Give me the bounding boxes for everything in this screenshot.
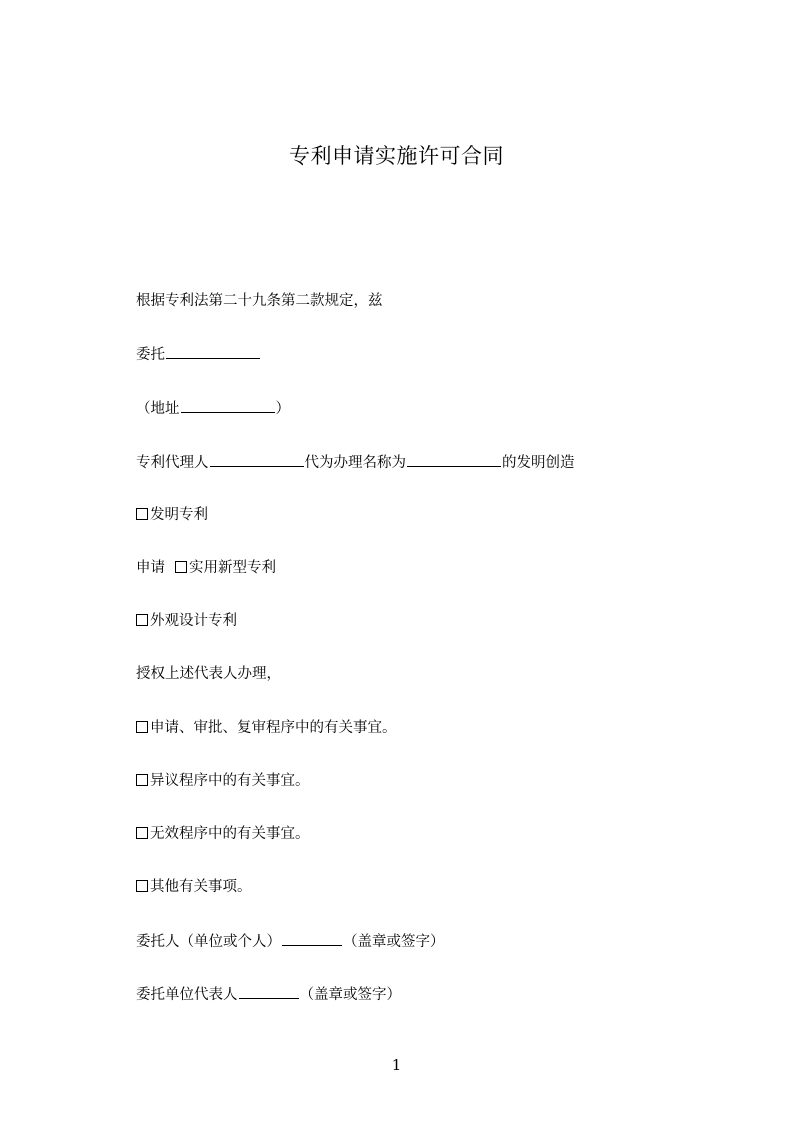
option-utility-model — [136, 558, 276, 578]
option-invention-patent — [136, 505, 208, 525]
invention-name-blank[interactable] — [407, 452, 501, 467]
principal-label: 委托 — [136, 347, 165, 363]
address-close: ） — [275, 401, 290, 417]
agent-handle-label: 代为办理名称为 — [304, 455, 406, 471]
matter-invalidation — [136, 824, 310, 844]
matter-application-label: 申请、审批、复审程序中的有关事宜。 — [150, 720, 397, 736]
principal-signature-blank[interactable] — [282, 931, 342, 946]
intro-text: 根据专利法第二十九条第二款规定，兹 — [136, 293, 383, 309]
option-design-patent — [136, 611, 237, 631]
agent-name-blank[interactable] — [210, 452, 304, 467]
principal-blank[interactable] — [166, 344, 260, 359]
option-invention-label: 发明专利 — [150, 507, 208, 523]
principal-signature-label: 委托人（单位或个人） — [136, 934, 281, 950]
authorize-text: 授权上述代表人办理， — [136, 666, 281, 682]
address-label: （地址 — [136, 401, 180, 417]
representative-signature-line — [136, 984, 401, 1005]
address-blank[interactable] — [181, 398, 275, 413]
matter-opposition — [136, 771, 310, 791]
agent-line — [136, 452, 575, 473]
agent-label: 专利代理人 — [136, 455, 209, 471]
checkbox-matter-opposition[interactable] — [136, 774, 148, 786]
checkbox-design-patent[interactable] — [136, 614, 148, 626]
document-title: 专利申请实施许可合同 — [289, 144, 504, 168]
matter-opposition-label: 异议程序中的有关事宜。 — [150, 773, 310, 789]
intro-paragraph — [136, 291, 383, 311]
option-utility-label: 实用新型专利 — [189, 560, 276, 576]
address-line — [136, 398, 290, 419]
matter-other-label: 其他有关事项。 — [150, 879, 252, 895]
principal-line — [136, 344, 261, 365]
option-design-label: 外观设计专利 — [150, 613, 237, 629]
representative-signature-label: 委托单位代表人 — [136, 987, 238, 1003]
invention-suffix: 的发明创造 — [502, 455, 575, 471]
checkbox-invention-patent[interactable] — [136, 508, 148, 520]
apply-label: 申请 — [136, 560, 165, 576]
checkbox-utility-model[interactable] — [175, 561, 187, 573]
principal-signature-line — [136, 931, 445, 952]
representative-signature-note: （盖章或签字） — [299, 987, 401, 1003]
checkbox-matter-application[interactable] — [136, 721, 148, 733]
page-number: 1 — [391, 1056, 402, 1074]
matter-invalidation-label: 无效程序中的有关事宜。 — [150, 826, 310, 842]
matter-application — [136, 718, 397, 738]
representative-signature-blank[interactable] — [239, 984, 299, 999]
checkbox-matter-invalidation[interactable] — [136, 827, 148, 839]
principal-signature-note: （盖章或签字） — [343, 934, 445, 950]
authorize-line — [136, 664, 281, 684]
matter-other — [136, 877, 252, 897]
checkbox-matter-other[interactable] — [136, 880, 148, 892]
